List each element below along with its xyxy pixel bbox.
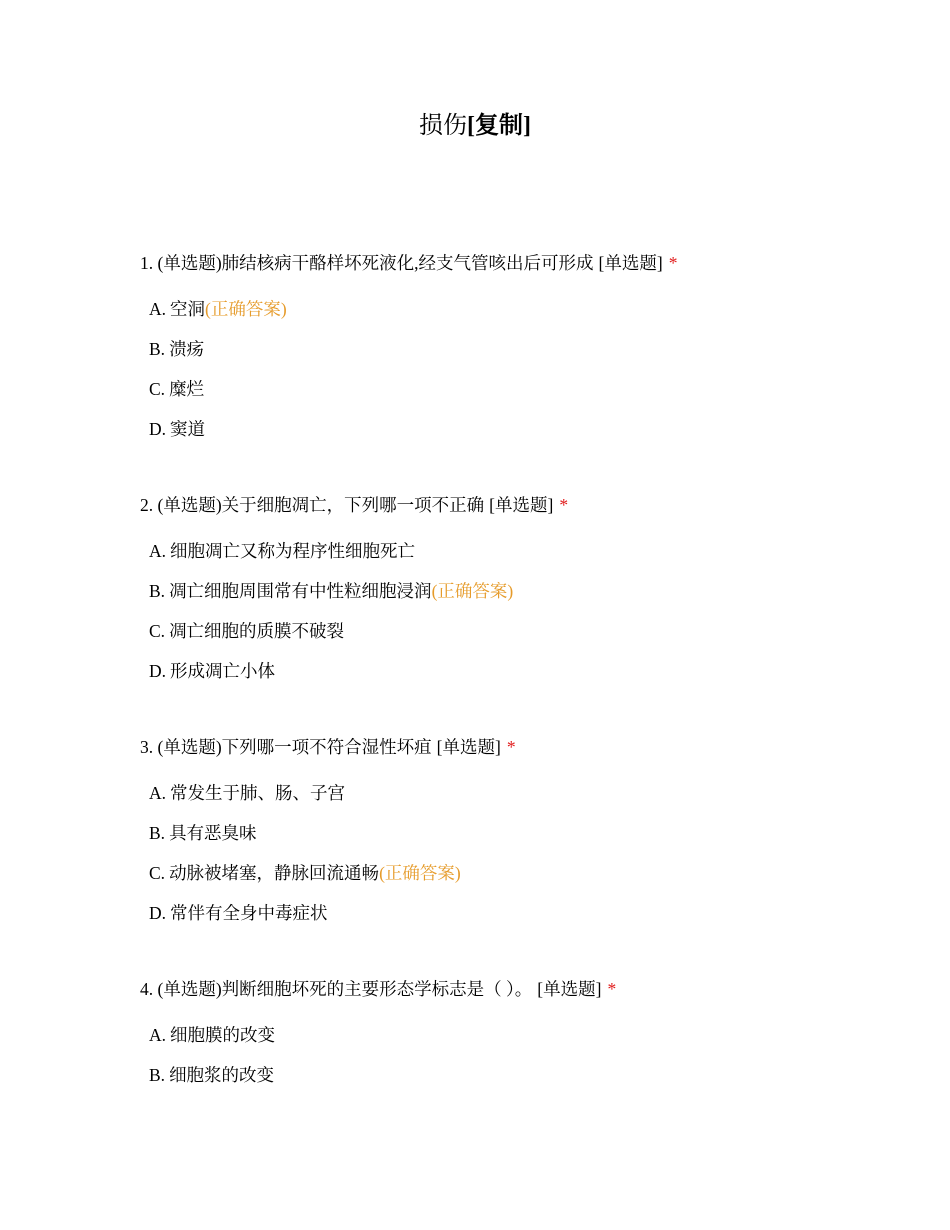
option-d[interactable] <box>149 416 900 442</box>
question-text: (单选题)下列哪一项不符合湿性坏疽 <box>157 737 432 757</box>
correct-answer-tag: (正确答案) <box>379 863 461 883</box>
question-number: 4. <box>140 979 154 999</box>
option-text: 细胞膜的改变 <box>170 1025 276 1045</box>
option-text: 动脉被堵塞，静脉回流通畅 <box>169 863 380 883</box>
required-mark: * <box>559 495 569 515</box>
option-a[interactable] <box>149 780 900 806</box>
question-title <box>140 492 900 518</box>
option-letter: A. <box>149 541 167 561</box>
option-text: 糜烂 <box>169 379 205 399</box>
option-b[interactable] <box>149 820 900 846</box>
option-a[interactable] <box>149 538 900 564</box>
required-mark: * <box>607 979 617 999</box>
correct-answer-tag: (正确答案) <box>431 581 514 601</box>
option-letter: B. <box>149 1065 166 1085</box>
option-letter: B. <box>149 339 166 359</box>
option-letter: D. <box>149 661 167 681</box>
option-letter: D. <box>149 903 167 923</box>
question-title <box>140 250 900 276</box>
option-text: 凋亡细胞的质膜不破裂 <box>169 621 345 641</box>
required-mark: * <box>506 737 516 757</box>
option-letter: D. <box>149 419 167 439</box>
option-text: 凋亡细胞周围常有中性粒细胞浸润 <box>169 581 432 601</box>
option-c[interactable] <box>149 376 900 402</box>
question-type: [单选题] <box>436 737 501 757</box>
option-letter: B. <box>149 823 166 843</box>
question-2 <box>140 492 900 698</box>
option-b[interactable] <box>149 1062 900 1088</box>
question-number: 3. <box>140 737 154 757</box>
question-type: [单选题] <box>598 253 663 273</box>
title-bracket-text: [复制] <box>467 113 531 139</box>
option-list <box>140 1022 900 1088</box>
option-c[interactable] <box>149 860 900 886</box>
option-text: 细胞浆的改变 <box>169 1065 275 1085</box>
correct-answer-tag: (正确答案) <box>205 299 287 319</box>
option-letter: C. <box>149 863 166 883</box>
option-text: 具有恶臭味 <box>169 823 257 843</box>
option-letter: A. <box>149 299 167 319</box>
question-1 <box>140 250 900 456</box>
title-main: 损伤 <box>419 113 467 139</box>
question-text: (单选题)关于细胞凋亡，下列哪一项不正确 <box>157 495 485 515</box>
option-text: 形成凋亡小体 <box>170 661 276 681</box>
option-letter: C. <box>149 379 166 399</box>
question-text: (单选题)肺结核病干酪样坏死液化,经支气管咳出后可形成 <box>157 253 594 273</box>
option-letter: A. <box>149 1025 167 1045</box>
question-number: 2. <box>140 495 154 515</box>
option-text: 溃疡 <box>169 339 205 359</box>
option-letter: C. <box>149 621 166 641</box>
question-4 <box>140 976 900 1102</box>
option-list <box>140 780 900 926</box>
option-text: 细胞凋亡又称为程序性细胞死亡 <box>170 541 416 561</box>
question-number: 1. <box>140 253 154 273</box>
question-3 <box>140 734 900 940</box>
option-list <box>140 296 900 442</box>
option-a[interactable] <box>149 1022 900 1048</box>
option-c[interactable] <box>149 618 900 644</box>
option-text: 常伴有全身中毒症状 <box>170 903 328 923</box>
option-letter: A. <box>149 783 167 803</box>
question-type: [单选题] <box>537 979 602 999</box>
option-letter: B. <box>149 581 166 601</box>
option-text: 常发生于肺、肠、子宫 <box>170 783 346 803</box>
question-type: [单选题] <box>489 495 554 515</box>
question-text: (单选题)判断细胞坏死的主要形态学标志是（ ）。 <box>157 979 533 999</box>
option-text: 窦道 <box>170 419 206 439</box>
option-a[interactable] <box>149 296 900 322</box>
question-title <box>140 734 900 760</box>
option-b[interactable] <box>149 336 900 362</box>
required-mark: * <box>668 253 678 273</box>
question-title <box>140 976 900 1002</box>
option-text: 空洞 <box>170 299 206 319</box>
page-title <box>0 108 950 144</box>
option-b[interactable] <box>149 578 900 604</box>
option-d[interactable] <box>149 658 900 684</box>
option-d[interactable] <box>149 900 900 926</box>
option-list <box>140 538 900 684</box>
